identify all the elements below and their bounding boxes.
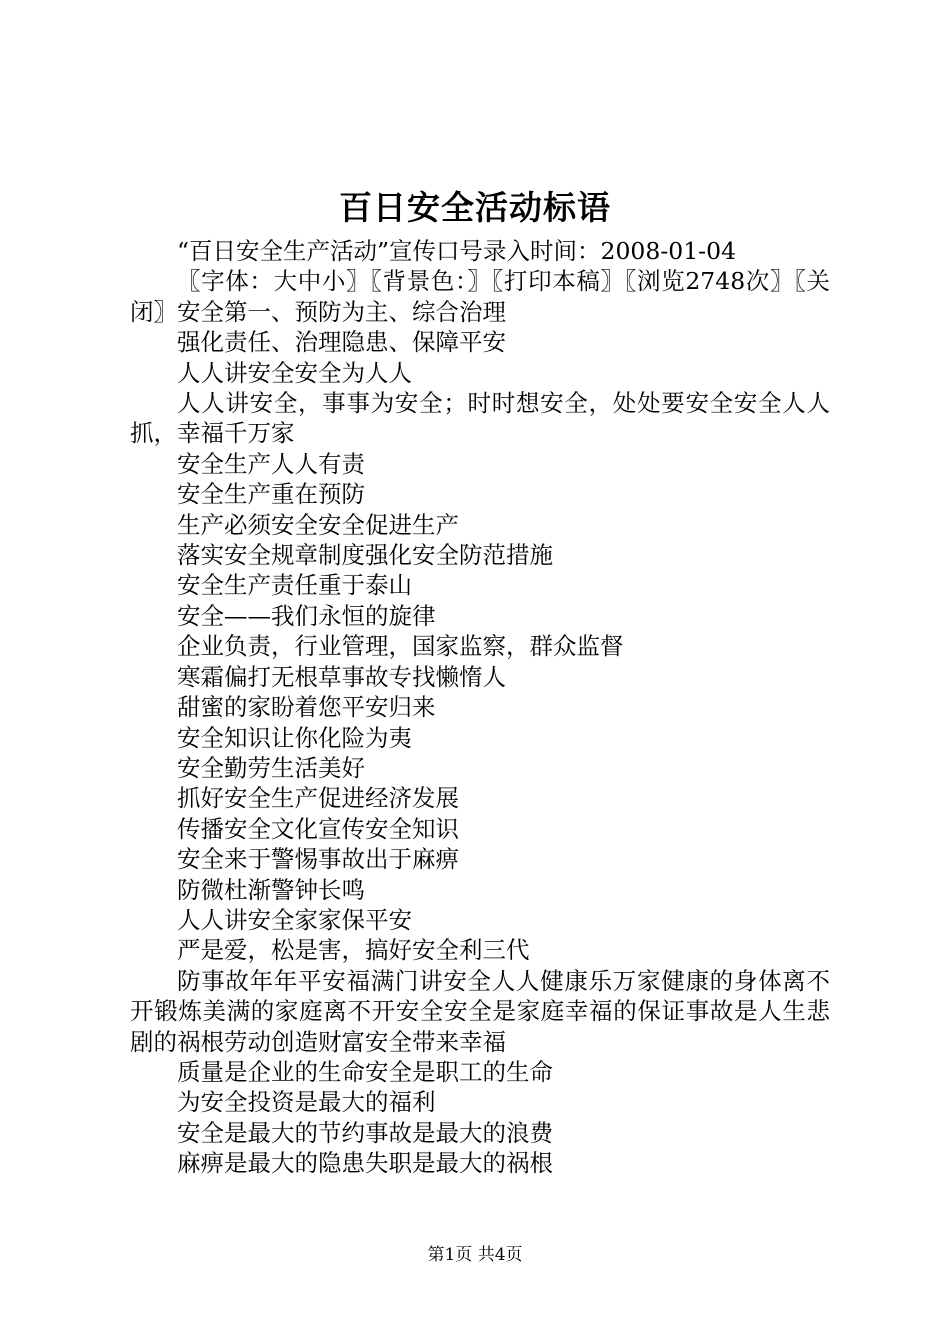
document-body — [130, 236, 830, 1179]
paragraph: 安全是最大的节约事故是最大的浪费 — [177, 1118, 553, 1147]
paragraph: 落实安全规章制度强化安全防范措施 — [177, 541, 553, 570]
paragraph: 防事故年年平安福满门讲安全人人健康乐万家健康的身体离不开锻炼美满的家庭离不开安全安全是家庭幸福的保证事故是人生悲剧的祸根劳动创造财富安全带来幸福 — [130, 966, 830, 1056]
paragraph: 人人讲安全，事事为安全；时时想安全，处处要安全安全人人抓，幸福千万家 — [130, 389, 830, 448]
paragraph: 〖字体：大中小〗〖背景色：〗〖打印本稿〗〖浏览2748次〗〖关闭〗安全第一、预防为主、综合治理 — [130, 267, 830, 326]
paragraph: 安全生产人人有责 — [177, 449, 365, 478]
paragraph: 严是爱，松是害，搞好安全利三代 — [177, 936, 530, 965]
paragraph: 强化责任、治理隐患、保障平安 — [177, 328, 506, 357]
document-title: 百日安全活动标语 — [339, 188, 611, 227]
paragraph: 安全生产责任重于泰山 — [177, 571, 412, 600]
paragraph: 抓好安全生产促进经济发展 — [177, 784, 459, 813]
page-footer: 第1页 共4页 — [427, 1245, 523, 1265]
paragraph: 安全勤劳生活美好 — [177, 753, 365, 782]
paragraph: 安全生产重在预防 — [177, 480, 365, 509]
paragraph: 麻痹是最大的隐患失职是最大的祸根 — [177, 1149, 553, 1178]
paragraph: “百日安全生产活动”宣传口号录入时间：2008-01-04 — [177, 237, 737, 265]
paragraph: 安全知识让你化险为夷 — [177, 723, 412, 752]
paragraph: 人人讲安全家家保平安 — [177, 905, 412, 934]
paragraph: 质量是企业的生命安全是职工的生命 — [177, 1057, 553, 1086]
paragraph: 防微杜渐警钟长鸣 — [177, 875, 365, 904]
paragraph: 甜蜜的家盼着您平安归来 — [177, 693, 436, 722]
paragraph: 人人讲安全安全为人人 — [177, 358, 412, 387]
paragraph: 生产必须安全安全促进生产 — [177, 510, 459, 539]
paragraph: 寒霜偏打无根草事故专找懒惰人 — [177, 662, 506, 691]
paragraph: 企业负责，行业管理，国家监察，群众监督 — [177, 632, 624, 661]
paragraph: 安全——我们永恒的旋律 — [177, 601, 436, 630]
paragraph: 传播安全文化宣传安全知识 — [177, 814, 459, 843]
paragraph: 为安全投资是最大的福利 — [177, 1088, 436, 1117]
paragraph: 安全来于警惕事故出于麻痹 — [177, 845, 459, 874]
